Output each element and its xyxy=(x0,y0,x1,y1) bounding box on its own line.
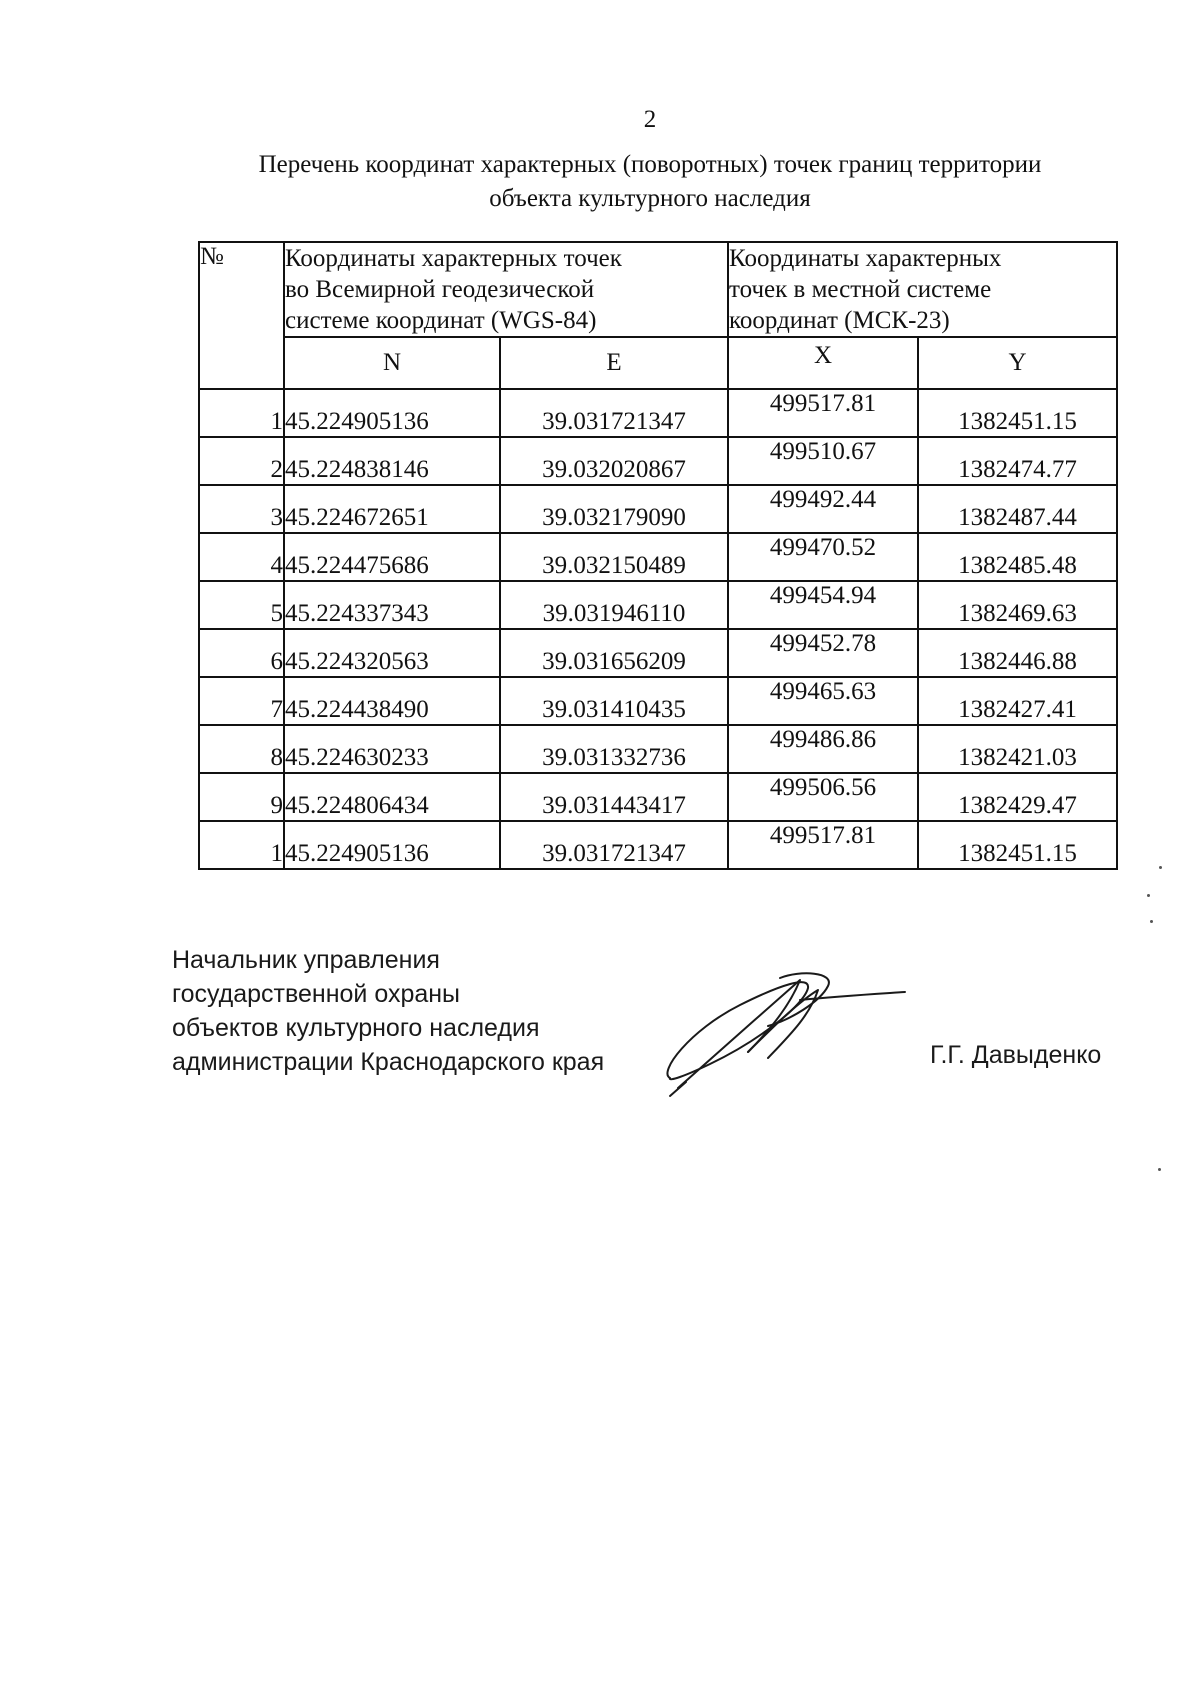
cell-x: 499492.44 xyxy=(728,485,918,533)
header-y: Y xyxy=(918,337,1117,389)
header-e: E xyxy=(500,337,728,389)
cell-x: 499517.81 xyxy=(728,821,918,869)
cell-n: 45.224337343 xyxy=(284,581,500,629)
cell-number: 8 xyxy=(199,725,284,773)
table-row xyxy=(199,629,1117,677)
cell-n: 45.224475686 xyxy=(284,533,500,581)
document-title-line-2: объекта культурного наследия xyxy=(489,185,811,212)
header-msk23 xyxy=(728,242,1117,337)
scan-speck xyxy=(1147,894,1150,897)
cell-x: 499506.56 xyxy=(728,773,918,821)
cell-e: 39.031332736 xyxy=(500,725,728,773)
header-x: X xyxy=(728,337,918,389)
table-row xyxy=(199,533,1117,581)
scan-speck xyxy=(1159,866,1162,869)
cell-y: 1382451.15 xyxy=(918,389,1117,437)
cell-n: 45.224905136 xyxy=(284,389,500,437)
signatory-line-4: администрации Краснодарского края xyxy=(172,1048,605,1076)
cell-y: 1382427.41 xyxy=(918,677,1117,725)
cell-x: 499465.63 xyxy=(728,677,918,725)
header-wgs84-line-2: во Всемирной геодезической xyxy=(285,276,595,303)
cell-e: 39.031721347 xyxy=(500,821,728,869)
cell-n: 45.224438490 xyxy=(284,677,500,725)
cell-y: 1382474.77 xyxy=(918,437,1117,485)
cell-n: 45.224320563 xyxy=(284,629,500,677)
table-row xyxy=(199,773,1117,821)
document-title xyxy=(0,148,1200,216)
table-row xyxy=(199,725,1117,773)
cell-e: 39.032179090 xyxy=(500,485,728,533)
table-row xyxy=(199,485,1117,533)
header-msk23-line-2: точек в местной системе xyxy=(729,276,992,303)
cell-y: 1382451.15 xyxy=(918,821,1117,869)
cell-n: 45.224838146 xyxy=(284,437,500,485)
coordinates-table xyxy=(198,241,1118,870)
cell-x: 499510.67 xyxy=(728,437,918,485)
cell-e: 39.031443417 xyxy=(500,773,728,821)
handwritten-signature xyxy=(650,960,910,1100)
signatory-line-1: Начальник управления xyxy=(172,946,440,974)
cell-x: 499452.78 xyxy=(728,629,918,677)
cell-y: 1382487.44 xyxy=(918,485,1117,533)
header-msk23-line-1: Координаты характерных xyxy=(729,245,1002,272)
cell-number: 2 xyxy=(199,437,284,485)
signatory-name: Г.Г. Давыденко xyxy=(930,1041,1102,1069)
cell-y: 1382421.03 xyxy=(918,725,1117,773)
header-n: N xyxy=(284,337,500,389)
cell-n: 45.224630233 xyxy=(284,725,500,773)
table-row xyxy=(199,389,1117,437)
cell-number: 3 xyxy=(199,485,284,533)
cell-y: 1382485.48 xyxy=(918,533,1117,581)
cell-x: 499470.52 xyxy=(728,533,918,581)
cell-number: 6 xyxy=(199,629,284,677)
header-wgs84-line-1: Координаты характерных точек xyxy=(285,245,622,272)
cell-n: 45.224672651 xyxy=(284,485,500,533)
cell-e: 39.031721347 xyxy=(500,389,728,437)
cell-y: 1382446.88 xyxy=(918,629,1117,677)
cell-x: 499517.81 xyxy=(728,389,918,437)
header-number: № xyxy=(199,242,284,389)
cell-n: 45.224806434 xyxy=(284,773,500,821)
document-title-line-1: Перечень координат характерных (поворотных) точек границ территории xyxy=(258,151,1042,178)
cell-e: 39.032020867 xyxy=(500,437,728,485)
cell-e: 39.031946110 xyxy=(500,581,728,629)
cell-number: 4 xyxy=(199,533,284,581)
cell-y: 1382469.63 xyxy=(918,581,1117,629)
table-row xyxy=(199,821,1117,869)
cell-number: 1 xyxy=(199,821,284,869)
header-msk23-line-3: координат (МСК-23) xyxy=(729,307,950,334)
table-row xyxy=(199,581,1117,629)
cell-number: 5 xyxy=(199,581,284,629)
header-wgs84-line-3: системе координат (WGS-84) xyxy=(285,307,597,334)
cell-number: 1 xyxy=(199,389,284,437)
cell-y: 1382429.47 xyxy=(918,773,1117,821)
cell-x: 499486.86 xyxy=(728,725,918,773)
header-wgs84 xyxy=(284,242,728,337)
scan-speck xyxy=(1150,920,1153,923)
cell-e: 39.031410435 xyxy=(500,677,728,725)
cell-e: 39.032150489 xyxy=(500,533,728,581)
cell-x: 499454.94 xyxy=(728,581,918,629)
scan-speck xyxy=(1158,1168,1161,1171)
cell-number: 7 xyxy=(199,677,284,725)
table-row xyxy=(199,677,1117,725)
cell-n: 45.224905136 xyxy=(284,821,500,869)
table-row xyxy=(199,437,1117,485)
page-number: 2 xyxy=(643,106,657,133)
cell-e: 39.031656209 xyxy=(500,629,728,677)
cell-number: 9 xyxy=(199,773,284,821)
signatory-line-2: государственной охраны xyxy=(172,980,461,1008)
signatory-line-3: объектов культурного наследия xyxy=(172,1014,540,1042)
signatory-position xyxy=(172,943,604,1079)
